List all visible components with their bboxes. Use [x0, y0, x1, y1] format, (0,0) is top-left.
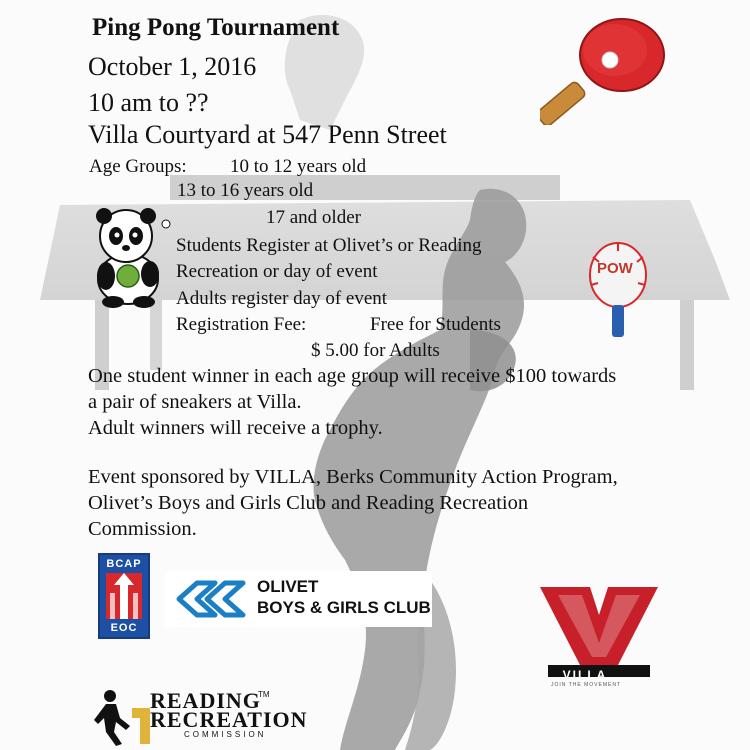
fee-students: Free for Students — [370, 314, 501, 335]
fee-adults: $ 5.00 for Adults — [311, 340, 440, 361]
pow-paddle-icon — [583, 237, 653, 342]
sponsors-line2: Olivet’s Boys and Girls Club and Reading Recreation — [88, 492, 529, 514]
boys-girls-club-name: BOYS & GIRLS CLUB — [257, 598, 431, 617]
villa-tagline: JOIN THE MOVEMENT — [551, 682, 621, 688]
boys-girls-club-hands-icon — [171, 575, 251, 623]
students-register-line1: Students Register at Olivet’s or Reading — [176, 235, 482, 256]
registration-fee-label: Registration Fee: — [176, 314, 307, 335]
pow-label: POW — [597, 260, 633, 277]
olivet-name: OLIVET — [257, 577, 319, 596]
bcap-arrow-icon — [106, 573, 142, 619]
reading-logo-line3: COMMISSION — [184, 730, 267, 739]
bcap-label: BCAP — [106, 558, 142, 570]
table-leg-right — [680, 300, 694, 390]
event-time: 10 am to ?? — [88, 88, 209, 117]
villa-label: VILLA — [562, 668, 608, 682]
age-group-3: 17 and older — [266, 207, 361, 228]
event-location: Villa Courtyard at 547 Penn Street — [88, 120, 447, 149]
prize-line2: a pair of sneakers at Villa. — [88, 391, 302, 413]
panda-mascot-icon — [88, 204, 176, 309]
reading-logo-line2: RECREATION — [150, 707, 308, 732]
prize-line3: Adult winners will receive a trophy. — [88, 417, 383, 439]
bcap-eoc-logo — [98, 553, 150, 639]
age-group-2: 13 to 16 years old — [177, 180, 314, 201]
sponsors-line1: Event sponsored by VILLA, Berks Community Action Program, — [88, 466, 618, 488]
reading-logo-tm: TM — [258, 690, 270, 699]
sponsors-line3: Commission. — [88, 518, 197, 540]
table-leg-mid — [150, 300, 162, 370]
reading-logo-line1: READING — [150, 688, 261, 713]
adults-register: Adults register day of event — [176, 288, 388, 309]
age-groups-label: Age Groups: — [89, 156, 187, 177]
event-title: Ping Pong Tournament — [92, 14, 340, 41]
age-group-1: 10 to 12 years old — [230, 156, 367, 177]
students-register-line2: Recreation or day of event — [176, 261, 378, 282]
prize-line1: One student winner in each age group will receive $100 towards — [88, 365, 617, 387]
event-date: October 1, 2016 — [88, 52, 257, 81]
olivet-boys-girls-club-logo — [165, 571, 432, 627]
ping-pong-paddle-icon — [540, 10, 670, 125]
eoc-label: EOC — [110, 622, 138, 634]
reading-recreation-runner-icon — [92, 688, 152, 748]
villa-logo — [538, 585, 660, 677]
